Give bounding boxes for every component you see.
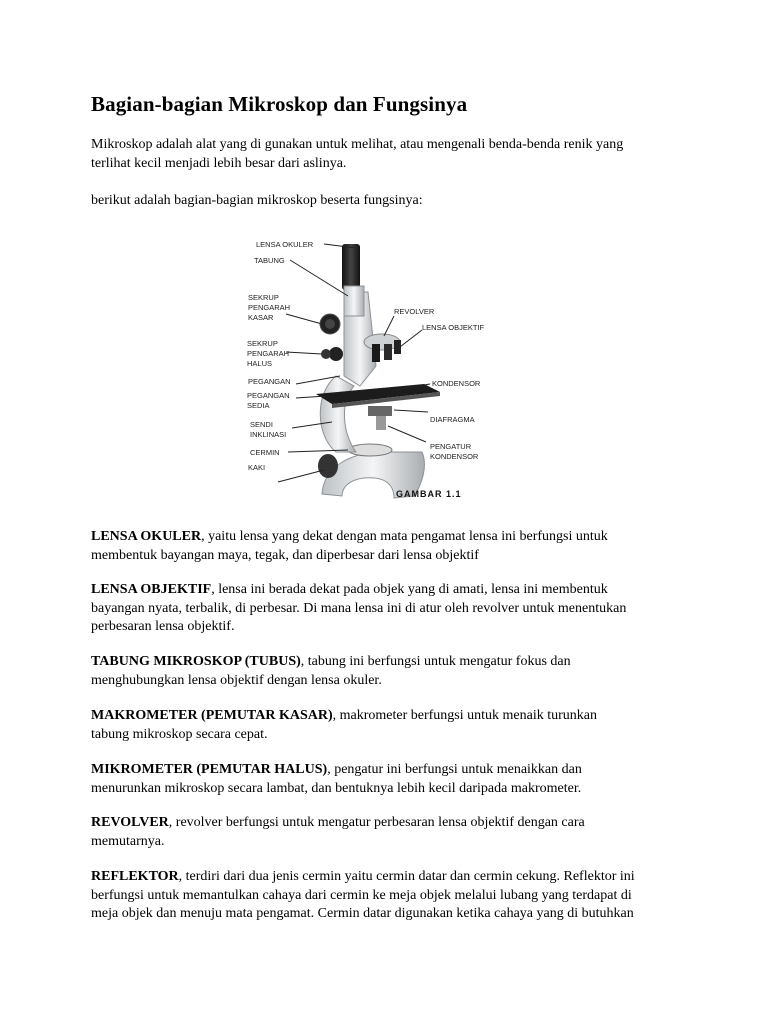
section-lensa-objektif xyxy=(91,581,691,637)
section-text: , tabung ini berfungsi untuk mengatur fokus dan xyxy=(300,654,571,669)
arm xyxy=(320,376,356,452)
label-sendi-2: INKLINASI xyxy=(250,430,287,439)
label-pengatur-kondensor-1: PENGATUR xyxy=(430,442,472,451)
label-lensa-objektif: LENSA OBJEKTIF xyxy=(422,323,485,332)
label-tabung: TABUNG xyxy=(254,256,285,265)
intro-line: terlihat kecil menjadi lebih besar dari aslinya. xyxy=(91,155,347,171)
intro-paragraph xyxy=(91,136,691,173)
section-term: REVOLVER xyxy=(91,815,169,830)
svg-text:PENGARAH xyxy=(248,303,290,312)
section-text: , makrometer berfungsi untuk menaik turunkan xyxy=(332,708,597,723)
label-sekrup-kasar-1: SEKRUP xyxy=(248,293,279,302)
svg-text:INKLINASI xyxy=(250,430,286,439)
label-pegangan: PEGANGAN xyxy=(248,377,291,386)
label-sekrup-halus-2: PENGARAH xyxy=(247,349,290,358)
figure-caption: GAMBAR 1.1 xyxy=(396,489,462,499)
svg-text:KONDENSOR xyxy=(432,379,481,388)
section-term: MAKROMETER (PEMUTAR KASAR) xyxy=(91,708,333,723)
svg-text:KASAR xyxy=(248,313,274,322)
svg-text:TABUNG xyxy=(254,256,285,265)
fine-knob xyxy=(329,347,343,361)
section-makrometer xyxy=(91,707,691,744)
intro-line: Mikroskop adalah alat yang di gunakan untuk melihat, atau mengenali benda-benda renik yang xyxy=(91,137,624,152)
svg-text:CERMIN xyxy=(250,448,280,457)
section-term: TABUNG MIKROSKOP (TUBUS) xyxy=(91,654,301,669)
svg-text:SENDI xyxy=(250,420,273,429)
section-text: , revolver berfungsi untuk mengatur perbesaran lensa objektif dengan cara xyxy=(168,815,585,830)
objective-1 xyxy=(372,344,380,362)
section-term: MIKROMETER (PEMUTAR HALUS) xyxy=(91,762,328,777)
svg-text:REVOLVER xyxy=(394,307,435,316)
svg-text:LENSA OKULER xyxy=(256,240,314,249)
svg-text:KONDENSOR xyxy=(430,452,479,461)
section-text: meja objek dan menuju mata pengamat. Cermin datar digunakan ketika cahaya yang di butuhkan xyxy=(91,906,634,921)
section-text: menghubungkan lensa objektif dengan lensa okuler. xyxy=(91,672,382,688)
base-left-dark xyxy=(318,454,338,478)
svg-text:LENSA OBJEKTIF xyxy=(422,323,485,332)
section-text: membentuk bayangan maya, tegak, dan diperbesar dari lensa objektif xyxy=(91,547,479,563)
svg-text:PENGARAH xyxy=(247,349,289,358)
svg-text:HALUS xyxy=(247,359,272,368)
section-text: bayangan nyata, terbalik, di perbesar. Di mana lensa ini di atur oleh revolver untuk menentukan xyxy=(91,600,627,616)
section-reflektor xyxy=(91,868,691,924)
label-kaki: KAKI xyxy=(248,463,266,472)
right-labels xyxy=(394,307,485,461)
svg-text:DIAFRAGMA xyxy=(430,415,475,424)
svg-text:PENGATUR xyxy=(430,442,472,451)
lead-paragraph: berikut adalah bagian-bagian mikroskop beserta fungsinya: xyxy=(91,193,423,208)
section-lensa-okuler xyxy=(91,528,691,565)
svg-text:SEKRUP xyxy=(248,293,279,302)
section-tabung xyxy=(91,653,691,690)
label-lensa-okuler: LENSA OKULER xyxy=(256,240,314,249)
label-pegangan-sedia-2: SEDIA xyxy=(247,401,270,410)
section-text: menurunkan mikroskop secara lambat, dan bentuknya lebih kecil daripada makrometer. xyxy=(91,780,582,796)
svg-text:PEGANGAN xyxy=(248,377,291,386)
microscope-figure xyxy=(244,226,516,508)
label-cermin: CERMIN xyxy=(250,448,280,457)
condenser xyxy=(368,406,392,416)
label-sekrup-halus-3: HALUS xyxy=(247,359,273,368)
section-text: berfungsi untuk memantulkan cahaya dari cermin ke meja objek melalui lubang yang terdapat di xyxy=(91,887,632,903)
section-text: , lensa ini berada dekat pada objek yang di amati, lensa ini membentuk xyxy=(211,582,608,597)
section-text: , terdiri dari dua jenis cermin yaitu cermin datar dan cermin cekung. Reflektor ini xyxy=(178,869,635,884)
svg-text:SEKRUP xyxy=(247,339,278,348)
section-text: perbesaran lensa objektif. xyxy=(91,619,235,634)
label-revolver: REVOLVER xyxy=(394,307,435,316)
section-term: LENSA OBJEKTIF xyxy=(91,582,212,597)
tube xyxy=(344,286,364,316)
microscope-diagram xyxy=(244,226,516,508)
label-pengatur-kondensor-2: KONDENSOR xyxy=(430,452,479,461)
label-pegangan-sedia-1: PEGANGAN xyxy=(247,391,290,400)
section-text: tabung mikroskop secara cepat. xyxy=(91,726,268,742)
section-mikrometer xyxy=(91,761,691,798)
left-labels xyxy=(247,240,314,472)
page-title: Bagian-bagian Mikroskop dan Fungsinya xyxy=(91,92,468,116)
label-sekrup-kasar-2: PENGARAH xyxy=(248,303,291,312)
label-diafragma: DIAFRAGMA xyxy=(430,415,475,424)
label-sendi-1: SENDI xyxy=(250,420,273,429)
label-sekrup-halus-1: SEKRUP xyxy=(247,339,278,348)
label-sekrup-kasar-3: KASAR xyxy=(248,313,274,322)
objective-2 xyxy=(384,344,392,360)
svg-text:KAKI xyxy=(248,463,265,472)
svg-text:SEDIA xyxy=(247,401,270,410)
section-term: LENSA OKULER xyxy=(91,529,202,544)
section-text: , yaitu lensa yang dekat dengan mata pengamat lensa ini berfungsi untuk xyxy=(201,529,608,544)
svg-text:PEGANGAN xyxy=(247,391,290,400)
section-text: , pengatur ini berfungsi untuk menaikkan dan xyxy=(327,762,582,777)
section-text: memutarnya. xyxy=(91,833,165,849)
eyepiece xyxy=(342,244,360,290)
label-kondensor: KONDENSOR xyxy=(432,379,481,388)
section-revolver xyxy=(91,814,691,851)
section-term: REFLEKTOR xyxy=(91,869,179,884)
